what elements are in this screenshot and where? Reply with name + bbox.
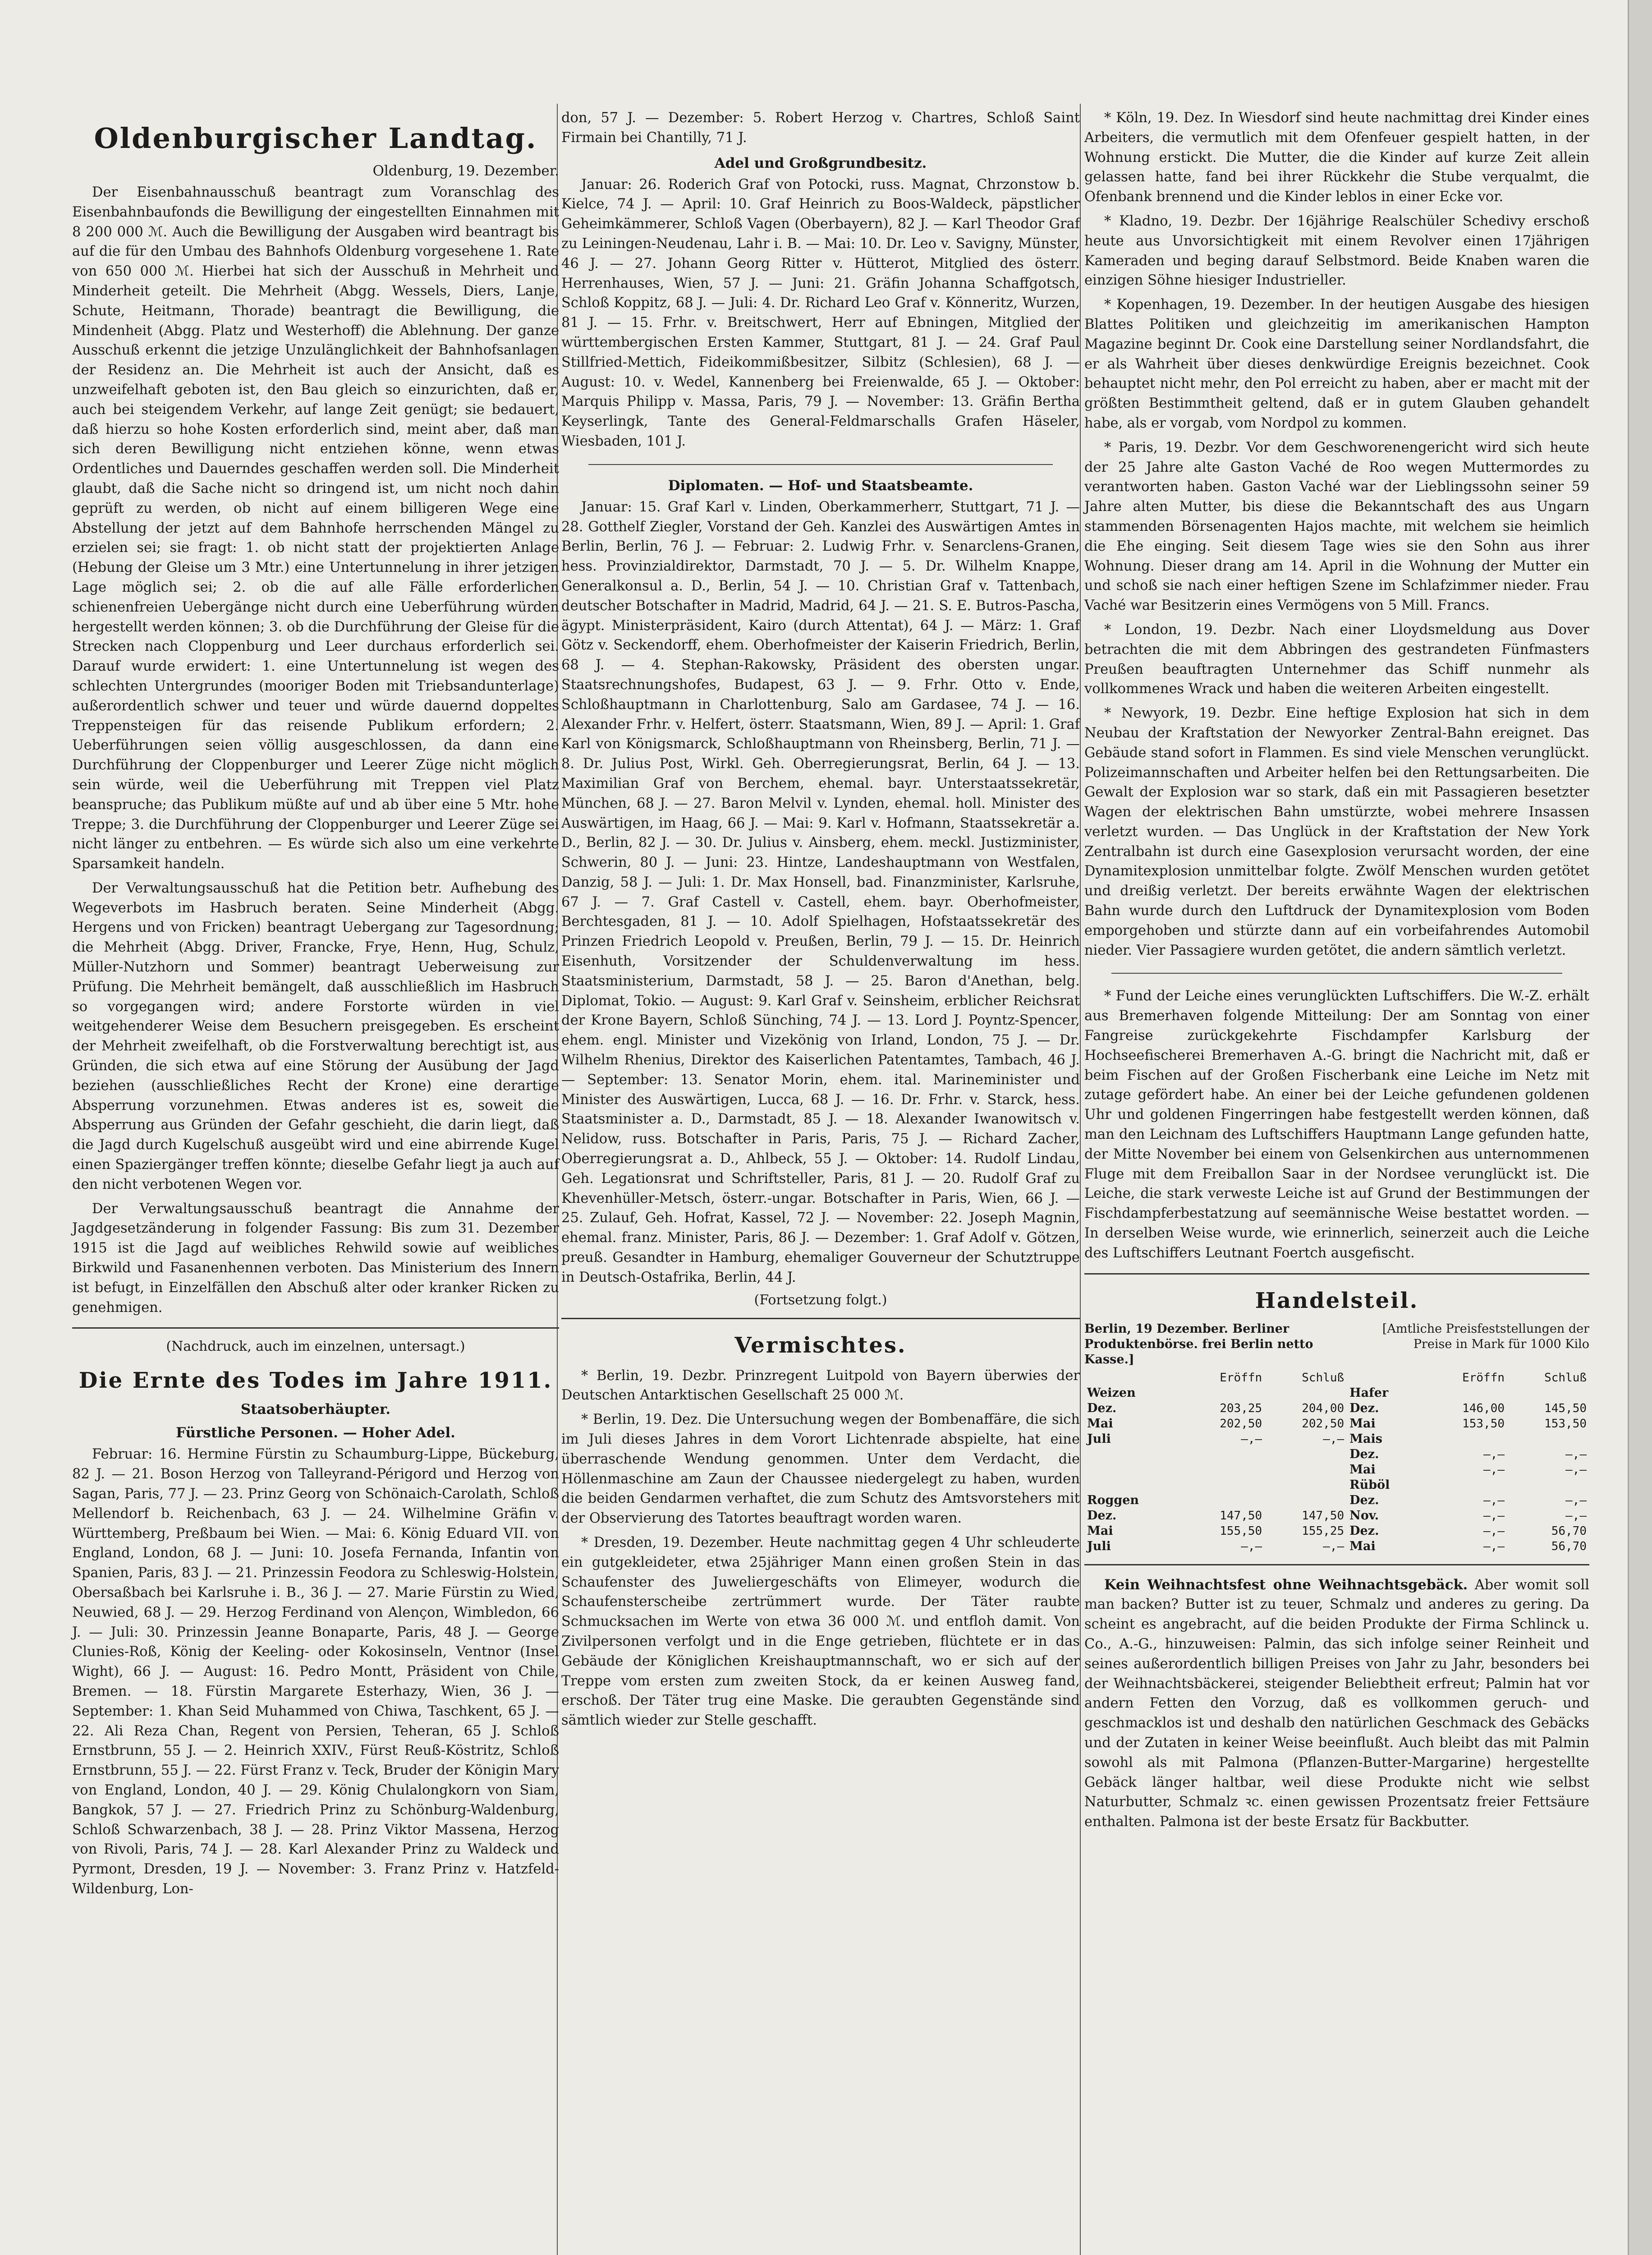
- market-cell: —,—: [1483, 1447, 1505, 1461]
- market-cell: —,—: [1483, 1539, 1505, 1553]
- market-row: [1084, 1493, 1589, 1508]
- market-row: [1084, 1401, 1589, 1416]
- market-cell: —,—: [1565, 1447, 1587, 1461]
- market-cell: [1183, 1462, 1265, 1477]
- market-row: [1084, 1416, 1589, 1431]
- market-cell: —,—: [1565, 1509, 1587, 1523]
- market-cell: 202,50: [1302, 1417, 1345, 1431]
- col-close-label: Schluß: [1544, 1371, 1587, 1385]
- market-cell: [1507, 1431, 1589, 1447]
- market-cell: Dez.: [1087, 1401, 1117, 1415]
- continuation-note: (Fortsetzung folgt.): [754, 1292, 887, 1308]
- news-paris: * Paris, 19. Dezbr. Vor dem Geschworenengericht wird sich heute der 25 Jahre alte Gaston Vaché de Roo wegen Muttermordes zu verantworten haben. Gaston Vaché war der Lieblingssohn seiner 59 Jahre alten Mutter, bis diese die Bekanntschaft des aus Ungarn stammenden Börsenagenten Hajos machte, mit welchem sie heimlich die Ehe einging. Seit diesem Tage wies sie den Sohn aus ihrer Wohnung. Dieser drang am 14. April in die Wohnung der Mutter ein und schoß sie nach einer heftigen Szene im Schlafzimmer nieder. Frau Vaché war Besitzerin eines Vermögens von 5 Mill. Francs.: [1084, 439, 1589, 614]
- market-cell: Weizen: [1087, 1385, 1136, 1400]
- market-cell: [1425, 1431, 1507, 1447]
- adel-paragraph: Januar: 26. Roderich Graf von Potocki, russ. Magnat, Chrzonstow b. Kielce, 74 J. — April: 10. Graf Heinrich zu Boos-Waldeck, päpstlicher Geheimkämmerer, Schloß Vagen (Oberbayern), 82 J. — Karl Theodor Graf zu Leiningen-Neudenau, Lahr i. B. — Mai: 10. Dr. Leo v. Savigny, Münster, 46 J. — 27. Johann Georg Ritter v. Hütterot, Mitglied des österr. Herrenhauses, Wien, 57 J. — Juni: 21. Gräfin Johanna Schaffgotsch, Schloß Koppitz, 68 J. — Juli: 4. Dr. Richard Leo Graf v. Könneritz, Wurzen, 81 J. — 15. Frhr. v. Breitschwert, Herr auf Ebningen, Mitglied der württembergischen Ersten Kammer, Stuttgart, 81 J. — 24. Graf Paul Stillfried-Mettich, Fideikommißbesitzer, Silbitz (Schlesien), 68 J. — August: 10. v. Wedel, Kannenberg bei Freienwalde, 65 J. — Oktober: Marquis Philipp v. Massa, Paris, 79 J. — November: 13. Gräfin Bertha Keyserlingk, Tante des General-Feldmarschalls Grafen Häseler, Wiesbaden, 101 J.: [561, 176, 1080, 449]
- market-cell: Dez.: [1349, 1493, 1379, 1507]
- adel-heading: Adel und Großgrundbesitz.: [714, 155, 927, 171]
- market-cell: 204,00: [1302, 1401, 1345, 1415]
- market-cell: 56,70: [1551, 1524, 1587, 1538]
- market-cell: —,—: [1323, 1432, 1345, 1446]
- landtag-dateline: Oldenburg, 19. Dezember.: [372, 163, 559, 179]
- obituary-title: Die Ernte des Todes im Jahre 1911.: [78, 1368, 553, 1394]
- market-cell: Mai: [1087, 1523, 1113, 1538]
- market-cell: —,—: [1323, 1539, 1345, 1553]
- market-cell: Dez.: [1349, 1523, 1379, 1538]
- market-row: [1084, 1508, 1589, 1523]
- market-cell: [1507, 1385, 1589, 1401]
- col-open-label: Eröffn: [1462, 1371, 1505, 1385]
- market-cell: —,—: [1483, 1524, 1505, 1538]
- column-3: [1084, 108, 1589, 1836]
- market-cell: 155,25: [1302, 1524, 1345, 1538]
- market-cell: 155,50: [1220, 1524, 1262, 1538]
- vermischtes-berlin-1: * Berlin, 19. Dezbr. Prinzregent Luitpold von Bayern überwies der Deutschen Antarktischen Gesellschaft 25 000 ℳ.: [561, 1367, 1080, 1404]
- market-cell: —,—: [1565, 1463, 1587, 1477]
- market-cell: [1425, 1477, 1507, 1493]
- market-cell: Mai: [1349, 1462, 1376, 1477]
- market-row: [1084, 1523, 1589, 1539]
- market-cell: 56,70: [1551, 1539, 1587, 1553]
- col-close-label: Schluß: [1302, 1371, 1345, 1385]
- market-cell: 202,50: [1220, 1417, 1262, 1431]
- market-cell: Nov.: [1349, 1508, 1379, 1523]
- ad-text: Aber womit soll man backen? Butter ist zu teuer, Schmalz und anderes zu gering. Da scheint es angebracht, auf die beiden Produkte der Firma Schlinck u. Co., A.-G., hinzuweisen: Palmin, das sich infolge seiner Reinheit und seines außerordentlich billigen Preises von Jahr zu Jahr, besonders bei der Weihnachtsbäckerei, steigender Beliebtheit erfreut; Palmin hat vor andern Fetten den Vorzug, daß es vollkommen geruch- und geschmacklos ist und deshalb den natürlichen Geschmack des Gebäcks und der Zutaten in keiner Weise beeinflußt. Auch bleibt das mit Palmin sowohl als mit Palmona (Pflanzen-Butter-Margarine) hergestellte Gebäck länger haltbar, weil diese Produkte nicht wie selbst Naturbutter, Schmalz ꝛc. einen gewissen Prozentsatz freier Fettsäure enthalten. Palmona ist der beste Ersatz für Backbutter.: [1084, 1577, 1589, 1830]
- market-cell: 147,50: [1220, 1509, 1262, 1523]
- market-cell: —,—: [1565, 1493, 1587, 1507]
- news-luftschiffer: * Fund der Leiche eines verunglückten Luftschiffers. Die W.-Z. erhält aus Bremerhaven folgende Mitteilung: Der am Sonntag von einer Fangreise zurückgekehrte Fischdampfer Karlsburg der Hochseefischerei Bremerhaven A.-G. bringt die Nachricht mit, daß er beim Fischen auf der Großen Fischerbank eine Leiche im Netz mit zutage gefördert habe. An einer bei der Leiche gefundenen goldenen Uhr und goldenen Fingerringen habe festgestellt werden können, daß man den Leichnam des Luftschiffers Hauptmann Lange gefunden hatte, der Mitte November bei einem von Gelsenkirchen aus unternommenen Fluge mit dem Freiballon Saar in der Nordsee verunglückt ist. Die Leiche, die stark verweste Leiche ist auf Grund der Bestimmungen der Fischdampferbestatzung auf seemännische Weise bestattet worden. — In derselben Weise wurde, wie erinnerlich, seinerzeit auch die Leiche des Luftschiffers Leutnant Foertch ausgefischt.: [1084, 988, 1589, 1261]
- market-cell: Rüböl: [1349, 1477, 1390, 1492]
- market-cell: Mai: [1349, 1416, 1376, 1431]
- landtag-paragraph-2: Der Verwaltungsausschuß hat die Petition betr. Aufhebung des Wegeverbots im Hasbruch beraten. Seine Minderheit (Abgg. Hergens und von Fricken) beantragt Uebergang zur Tagesordnung; die Mehrheit (Abgg. Driver, Francke, Frye, Henn, Hug, Schulz, Müller-Nutzhorn und Sommer) beantragt Ueberweisung zur Prüfung. Die Mehrheit bemängelt, daß ausschließlich im Hasbruch so vorgegangen wird; andere Forstorte würden in viel weitgehenderer Weise dem Besuchern preisgegeben. Es erscheint der Mehrheit zweifelhaft, ob die Forstverwaltung berechtigt ist, aus Gründen, die sich etwa auf eine Störung der Ausübung der Jagd beziehen (ausschließliches Recht der Krone) eine derartige Absperrung vorzunehmen. Etwas anderes ist es, soweit die Absperrung aus Gründen der Gefahr geschieht, die darin liegt, daß die Jagd durch Kugelschuß ausgeübt wird und eine abirrende Kugel einen Spaziergänger treffen könnte; dieselbe Gefahr liegt ja auch auf den nicht verbotenen Wegen vor.: [72, 880, 559, 1192]
- market-cell: [1084, 1447, 1183, 1462]
- market-cell: [1265, 1477, 1347, 1493]
- landtag-title: Oldenburgischer Landtag.: [94, 122, 537, 155]
- market-row: [1084, 1431, 1589, 1447]
- market-title: Handelsteil.: [1255, 1288, 1419, 1313]
- market-cell: —,—: [1241, 1539, 1262, 1553]
- obituary-paragraph: Februar: 16. Hermine Fürstin zu Schaumburg-Lippe, Bückeburg, 82 J. — 21. Boson Herzog von Talleyrand-Périgord und Herzog von Sagan, Paris, 77 J. — 23. Prinz Georg von Schönaich-Carolath, Schloß Mellendorf b. Reichenbach, 63 J. — 24. Wilhelmine Gräfin v. Württemberg, Preßbaum bei Wien. — Mai: 6. König Eduard VII. von England, London, 68 J. — Juni: 10. Josefa Fernanda, Infantin von Spanien, Paris, 83 J. — 21. Prinzessin Feodora zu Schleswig-Holstein, Obersaßbach bei Karlsruhe i. B., 36 J. — 27. Marie Fürstin zu Wied, Neuwied, 68 J. — 29. Herzog Ferdinand von Alençon, Wimbledon, 66 J. — Juli: 30. Prinzessin Jeanne Bonaparte, Paris, 48 J. — George Clunies-Roß, König der Keeling- oder Kokosinseln, Ventnor (Insel Wight), 66 J. — August: 16. Pedro Montt, Präsident von Chile, Bremen. — 18. Fürstin Margarete Esterhazy, Wien, 36 J. — September: 1. Khan Seid Muhammed von Chiwa, Taschkent, 65 J. — 22. Ali Reza Chan, Regent von Persien, Teheran, 65 J. Schloß Ernstbrunn, 55 J. — 2. Heinrich XXIV., Fürst Reuß-Köstritz, Schloß Ernstbrunn, 55 J. — 22. Fürst Franz v. Teck, Bruder der Königin Mary von England, London, 40 J. — 29. König Chulalongkorn von Siam, Bangkok, 57 J. — 27. Friedrich Prinz zu Schönburg-Waldenburg, Schloß Schwarzenbach, 38 J. — 28. Prinz Viktor Massena, Herzog von Rivoli, Paris, 74 J. — 28. Karl Alexander Prinz zu Waldeck und Pyrmont, Dresden, 19 J. — November: 3. Franz Prinz v. Hatzfeld-Wildenburg, Lon-: [72, 1446, 559, 1897]
- divider: [561, 1318, 1080, 1319]
- market-cell: Mai: [1349, 1539, 1376, 1553]
- market-table: [1084, 1370, 1589, 1554]
- news-kladno: * Kladno, 19. Dezbr. Der 16jährige Realschüler Schedivy erschoß heute aus Unvorsichtigkeit mit einem Revolver einen 17jährigen Kameraden und beging darauf Selbstmord. Beide Knaben waren die einzigen Söhne hiesiger Industrieller.: [1084, 213, 1589, 289]
- market-cell: [1084, 1462, 1183, 1477]
- market-cell: Juli: [1087, 1539, 1111, 1553]
- market-cell: 146,00: [1462, 1401, 1505, 1415]
- market-header-right: [Amtliche Preisfeststellungen der Preise in Mark für 1000 Kilo: [1382, 1321, 1589, 1351]
- ad-title: Kein Weihnachtsfest ohne Weihnachtsgebäck.: [1104, 1576, 1468, 1593]
- market-row: [1084, 1385, 1589, 1401]
- market-cell: [1183, 1477, 1265, 1493]
- divider: [1084, 1273, 1589, 1275]
- market-cell: [1507, 1477, 1589, 1493]
- market-cell: Dez.: [1349, 1447, 1379, 1461]
- news-koeln: * Köln, 19. Dez. In Wiesdorf sind heute nachmittag drei Kinder eines Arbeiters, die vermutlich mit dem Ofenfeuer gespielt hatten, in der Wohnung erstickt. Die Mutter, die die Kinder auf kurze Zeit allein gelassen hatte, fand bei ihrer Rückkehr die Stube verqualmt, die Ofenbank brennend und die Kinder leblos in einer Ecke vor.: [1084, 110, 1589, 205]
- vermischtes-dresden: * Dresden, 19. Dezember. Heute nachmittag gegen 4 Uhr schleuderte ein gutgekleideter, etwa 25jähriger Mann einen großen Stein in das Schaufenster des Juweliergeschäfts von Elimeyer, wodurch die Schaufensterscheibe zertrümmert wurde. Der Täter raubte Schmucksachen im Werte von etwa 36 000 ℳ. und entfloh damit. Von Zivilpersonen verfolgt und in die Enge getrieben, flüchtete er in das Gebäude der Königlichen Kreishauptmannschaft, wo er sich auf der Treppe vom ersten zum zweiten Stock, da er keinen Ausweg fand, erschoß. Der Täter trug eine Maske. Die geraubten Gegenstände sind sämtlich wieder zur Stelle geschafft.: [561, 1535, 1080, 1729]
- market-cell: [1265, 1385, 1347, 1401]
- market-cell: 203,25: [1220, 1401, 1262, 1415]
- market-cell: —,—: [1483, 1493, 1505, 1507]
- column-rule-2: [1080, 104, 1081, 2255]
- news-kopenhagen: * Kopenhagen, 19. Dezember. In der heutigen Ausgabe des hiesigen Blattes Politiken und gleichzeitig im amerikanischen Hampton Magazine beginnt Dr. Cook eine Darstellung seiner Nordlandsfahrt, die er als Wahrheit über dieses denkwürdige Ereignis bezeichnet. Cook behauptet nicht mehr, den Pol erreicht zu haben, aber er macht mit der größten Bestimmtheit geltend, daß er in gutem Glauben gehandelt habe, als er vorgab, vom Nordpol zu kommen.: [1084, 297, 1589, 431]
- market-cell: Mai: [1087, 1416, 1113, 1431]
- market-cell: [1265, 1447, 1347, 1462]
- market-cell: —,—: [1483, 1463, 1505, 1477]
- market-cell: Roggen: [1087, 1493, 1139, 1507]
- market-row: [1084, 1539, 1589, 1554]
- market-cell: [1183, 1493, 1265, 1508]
- vermischtes-title: Vermischtes.: [734, 1332, 907, 1358]
- market-row: [1084, 1447, 1589, 1462]
- news-london: * London, 19. Dezbr. Nach einer Lloydsmeldung aus Dover betrachten die mit dem Abbringen des gestrandeten Fünfmasters Preußen beauftragten Unternehmer das Schiff nunmehr als vollkommenes Wrack und haben die weiteren Arbeiten eingestellt.: [1084, 621, 1589, 697]
- divider: [72, 1327, 559, 1329]
- column-1: [72, 108, 559, 1904]
- divider: [1084, 1564, 1589, 1565]
- obituary-subhead-2: Fürstliche Personen. — Hoher Adel.: [176, 1425, 455, 1441]
- divider: [588, 464, 1053, 465]
- market-cell: —,—: [1483, 1509, 1505, 1523]
- market-cell: [1183, 1385, 1265, 1401]
- obituary-subhead-1: Staatsoberhäupter.: [240, 1401, 391, 1418]
- ad-palmin: [1084, 1575, 1589, 1832]
- market-cell: Hafer: [1349, 1385, 1389, 1400]
- market-cell: [1265, 1462, 1347, 1477]
- market-cell: 153,50: [1462, 1417, 1505, 1431]
- divider: [1111, 973, 1562, 974]
- market-cell: [1265, 1493, 1347, 1508]
- market-cell: [1183, 1447, 1265, 1462]
- market-cell: Dez.: [1087, 1508, 1117, 1523]
- news-newyork: * Newyork, 19. Dezbr. Eine heftige Explosion hat sich in dem Neubau der Kraftstation der Newyorker Zentral-Bahn ereignet. Das Gebäude stand sofort in Flammen. Es sind viele Menschen verunglückt. Polizeimannschaften und Arbeiter helfen bei den Rettungsarbeiten. Die Gewalt der Explosion war so stark, daß ein mit Passagieren besetzter Wagen der elektrischen Bahn umstürzte, wobei mehrere Insassen verletzt wurden. — Das Unglück in der Kraftstation der New York Zentralbahn ist durch eine Gasexplosion verursacht worden, der eine Dynamitexplosion unmittelbar folgte. Zwölf Menschen wurden getötet und dreißig verletzt. Der bereits erwähnte Wagen der elektrischen Bahn wurde durch den Luftdruck der Dynamitexplosion vom Boden emporgehoben und stürzte dann auf ein vorbeifahrendes Automobil nieder. Vier Passagiere wurden getötet, die andern sämtlich verletzt.: [1084, 705, 1589, 958]
- market-cell: 145,50: [1544, 1401, 1587, 1415]
- market-cell: —,—: [1241, 1432, 1262, 1446]
- col-open-label: Eröffn: [1220, 1371, 1262, 1385]
- market-header: [1084, 1321, 1589, 1367]
- diplomaten-heading: Diplomaten. — Hof- und Staatsbeamte.: [668, 477, 973, 494]
- column-2: [561, 108, 1080, 1735]
- market-cell: 147,50: [1302, 1509, 1345, 1523]
- market-cell: Juli: [1087, 1431, 1111, 1446]
- landtag-paragraph-1: Der Eisenbahnausschuß beantragt zum Voranschlag des Eisenbahnbaufonds die Bewilligung der eingestellten Einnahmen mit 8 200 000 ℳ. Auch die Bewilligung der Ausgaben wird beantragt bis auf die für den Umbau des Bahnhofs Oldenburg vorgesehene 1. Rate von 650 000 ℳ. Hierbei hat sich der Ausschuß in Mehrheit und Minderheit geteilt. Die Mehrheit (Abgg. Wessels, Diers, Lanje, Schute, Heitmann, Thorade) beantragt die Bewilligung, die Mindenheit (Abgg. Platz und Westerhoff) die Ablehnung. Der ganze Ausschuß erkennt die jetzige Unzulänglichkeit der Bahnhofsanlagen der Residenz an. Die Mehrheit ist auch der Ansicht, daß es unzweifelhaft geboten ist, den Bau gleich so einzurichten, daß er, auch bei steigendem Verkehr, auf lange Zeit genügt; sie bedauert, daß hierzu so hohe Kosten erforderlich sind, meint aber, daß man sich deren Bewilligung nicht entziehen könne, wenn etwas Ordentliches und Dauerndes geschaffen werden soll. Die Minderheit glaubt, daß die Sache nicht so dringend ist, um nicht noch dahin geprüft zu werden, ob nicht auf einem billigeren Wege eine Abstellung der jetzt auf dem Bahnhofe herrschenden Mängel zu erzielen sei; sie fragt: 1. ob nicht statt der projektierten Anlage (Hebung der Gleise um 3 Mtr.) eine Untertunnelung in ihrer jetzigen Lage möglich sei; 2. ob die auf alle Fälle erforderlichen schienenfreien Uebergänge nicht durch eine Ueberführung würden hergestellt werden können; 3. ob die Durchführung der Gleise für die Strecken nach Cloppenburg und Leer durchaus erforderlich sei. Darauf wurde erwidert: 1. eine Untertunnelung ist wegen des schlechten Untergrundes (mooriger Boden mit Triebsandunterlage) außerordentlich schwer und teuer und würde dauernd doppeltes Treppensteigen für das reisende Publikum erfordern; 2. Ueberführungen seien völlig ausgeschlossen, da dann eine Durchführung der Cloppenburger und Leerer Züge nicht möglich sein würde, weil die Ueberführung mit Treppen viel Platz beanspruche; das Publikum müßte auf und ab über eine 5 Mtr. hohe Treppe; 3. die Durchführung der Cloppenburger und Leerer Züge sei nicht länger zu entbehren. — Es würde sich also um eine verkehrte Sparsamkeit handeln.: [72, 184, 559, 872]
- market-cell: Mais: [1349, 1431, 1382, 1446]
- market-row: [1084, 1477, 1589, 1493]
- diplomaten-paragraph: Januar: 15. Graf Karl v. Linden, Oberkammerherr, Stuttgart, 71 J. — 28. Gotthelf Ziegler, Vorstand der Geh. Kanzlei des Auswärtigen Amtes in Berlin, Berlin, 76 J. — Februar: 2. Ludwig Frhr. v. Senarclens-Granen, hess. Provinzialdirektor, Darmstadt, 70 J. — 5. Dr. Wilhelm Knappe, Generalkonsul a. D., Berlin, 54 J. — 10. Christian Graf v. Tattenbach, deutscher Botschafter in Madrid, Madrid, 64 J. — 21. S. E. Butros-Pascha, ägypt. Ministerpräsident, Kairo (durch Attentat), 64 J. — März: 1. Graf Götz v. Seckendorff, ehem. Oberhofmeister der Kaiserin Friedrich, Berlin, 68 J. — 4. Stephan-Rakowsky, Präsident des obersten ungar. Staatsrechnungshofes, Budapest, 63 J. — 9. Frhr. Otto v. Ende, Schloßhauptmann in Charlottenburg, Salo am Gardasee, 74 J. — 16. Alexander Frhr. v. Helfert, österr. Staatsmann, Wien, 89 J. — April: 1. Graf Karl von Königsmarck, Schloßhauptmann von Rheinsberg, Berlin, 71 J. — 8. Dr. Julius Post, Wirkl. Geh. Oberregierungsrat, Berlin, 64 J. — 13. Maximilian Graf von Berchem, ehemal. bayr. Unterstaatssekretär, München, 68 J. — 27. Baron Melvil v. Lynden, ehemal. holl. Minister des Auswärtigen, im Haag, 66 J. — Mai: 9. Karl v. Hofmann, Staatssekretär a. D., Berlin, 82 J. — 30. Dr. Julius v. Ainsberg, ehem. meckl. Justizminister, Schwerin, 80 J. — Juni: 23. Hintze, Landeshauptmann von Westfalen, Danzig, 58 J. — Juli: 1. Dr. Max Honsell, bad. Finanzminister, Karlsruhe, 67 J. — 7. Graf Castell v. Castell, ehem. bayr. Oberhofmeister, Berchtesgaden, 81 J. — 10. Adolf Spielhagen, Hofstaatssekretär des Prinzen Friedrich Leopold v. Preußen, Berlin, 79 J. — 15. Dr. Heinrich Eisenhuth, Vorsitzender der Schuldenverwaltung im hess. Staatsministerium, Darmstadt, 58 J. — 25. Baron d'Anethan, belg. Diplomat, Tokio. — August: 9. Karl Graf v. Seinsheim, erblicher Reichsrat der Krone Bayern, Schloß Sünching, 74 J. — 13. Lord J. Poyntz-Spencer, ehem. engl. Minister und Vizekönig von Irland, London, 75 J. — Dr. Wilhelm Rhenius, Direktor des Kaiserlichen Patentamtes, Tambach, 46 J. — September: 13. Senator Morin, ehem. ital. Marineminister und Minister des Auswärtigen, Lucca, 68 J. — 16. Dr. Frhr. v. Starck, hess. Staatsminister a. D., Darmstadt, 85 J. — 18. Alexander Iwanowitsch v. Nelidow, russ. Botschafter in Paris, Paris, 75 J. — Richard Zacher, Oberregierungsrat a. D., Ahlbeck, 55 J. — Oktober: 14. Rudolf Lindau, Geh. Legationsrat und Schriftsteller, Paris, 81 J. — 20. Rudolf Graf zu Khevenhüller-Metsch, österr.-ungar. Botschafter in Paris, Wien, 66 J. — 25. Zulauf, Geh. Hofrat, Kassel, 72 J. — November: 22. Joseph Magnin, ehemal. franz. Minister, Paris, 86 J. — Dezember: 1. Graf Adolf v. Götzen, preuß. Gesandter in Hamburg, ehemaliger Gouverneur der Schutztruppe in Deutsch-Ostafrika, Berlin, 44 J.: [561, 499, 1080, 1285]
- landtag-paragraph-3: Der Verwaltungsausschuß beantragt die Annahme der Jagdgesetzänderung in folgender Fassung: Bis zum 31. Dezember 1915 ist die Jagd auf weibliches Rehwild sowie auf weibliches Birkwild und Fasanenhennen verboten. Das Ministerium des Innern ist befugt, in Einzelfällen den Abschuß alter oder kranker Ricken zu genehmigen.: [72, 1201, 559, 1316]
- market-cell: Dez.: [1349, 1401, 1379, 1415]
- vermischtes-berlin-2: * Berlin, 19. Dez. Die Untersuchung wegen der Bombenaffäre, die sich im Juli dieses Jahres in dem Vorort Lichtenrade abspielte, hat eine überraschende Wendung genommen. Unter dem Verdacht, die Höllenmaschine am Zaun der Chaussee niedergelegt zu haben, wurden die beiden Gendarmen verhaftet, die zum Schutz des Amtsvorstehers mit der Observierung des Tatortes beauftragt worden waren.: [561, 1412, 1080, 1527]
- market-cell: [1084, 1477, 1183, 1493]
- reprint-note: (Nachdruck, auch im einzelnen, untersagt.): [166, 1339, 465, 1355]
- market-row: [1084, 1462, 1589, 1477]
- market-cell: [1425, 1385, 1507, 1401]
- page-edge: [1628, 0, 1652, 2255]
- obituary-continued: don, 57 J. — Dezember: 5. Robert Herzog v. Chartres, Schloß Saint Firmain bei Chantilly, 71 J.: [561, 110, 1080, 146]
- market-cell: 153,50: [1544, 1417, 1587, 1431]
- market-header-left: Berlin, 19 Dezember. Berliner Produktenbörse. frei Berlin netto Kasse.]: [1084, 1321, 1313, 1367]
